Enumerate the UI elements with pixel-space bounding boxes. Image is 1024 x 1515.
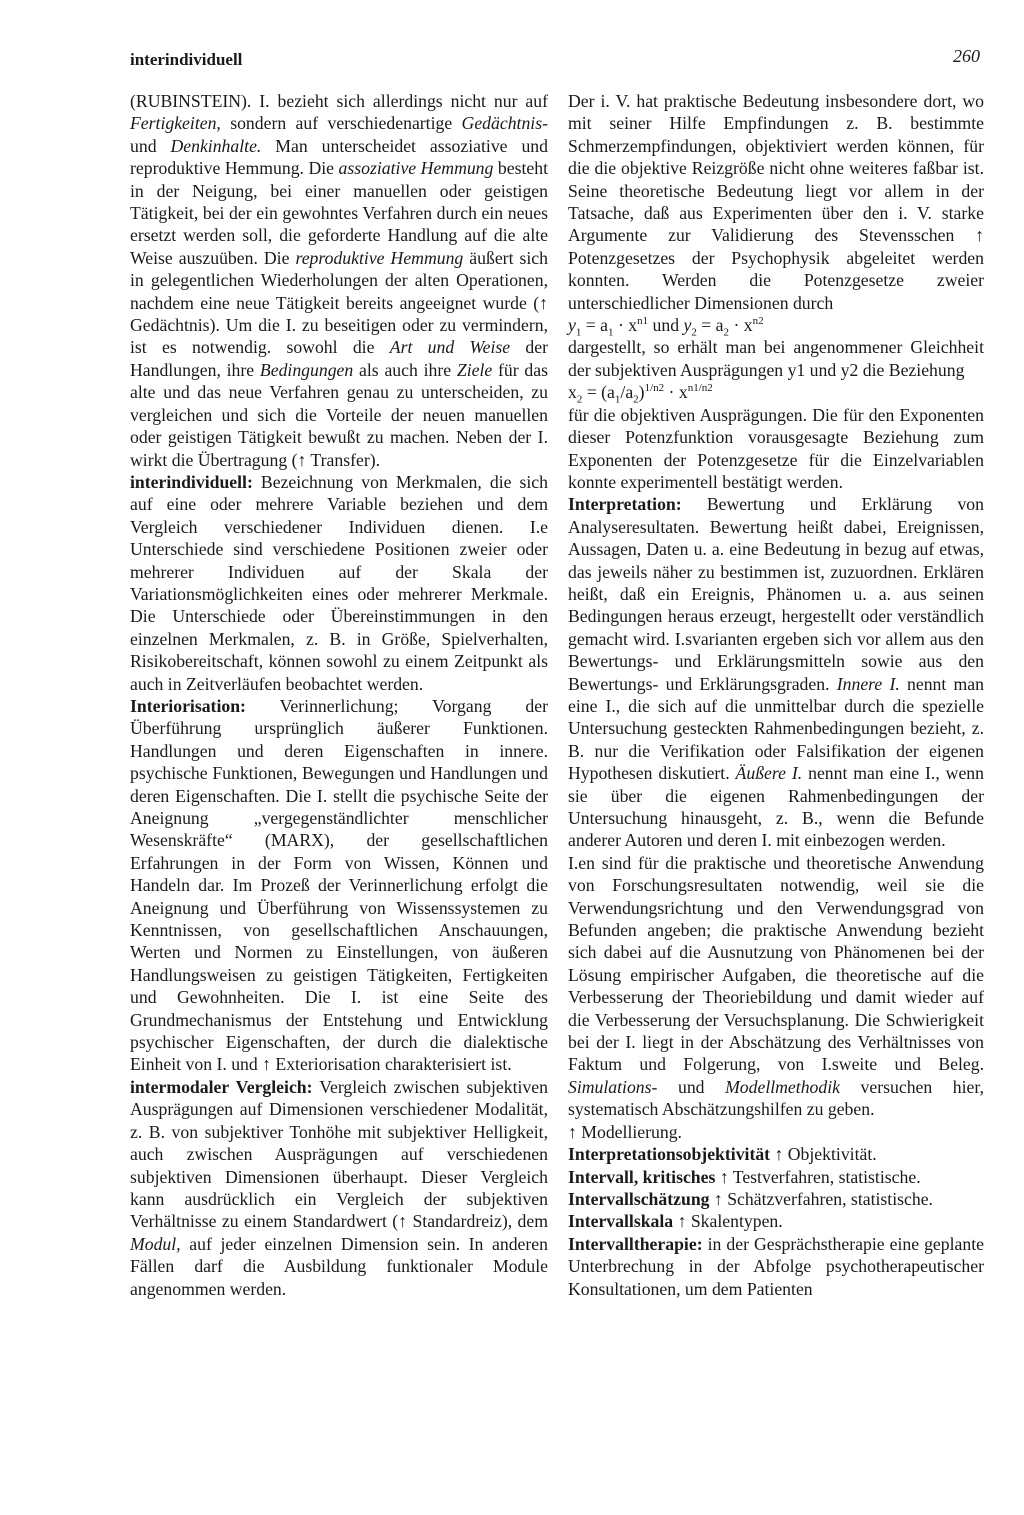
entry-text: Bezeichnung von Merkmalen, die sich auf eine oder mehrere Variable beziehen und dem Vergleich verschiedener Individuen dienen. I.e Unterschiede sind verschiedene Positionen zweier oder mehrerer Individuen auf der Skala der Variationsmöglichkeiten eines oder mehrerer Merkmale. Die Unterschiede oder Übereinstimmungen in den einzelnen Merkmalen, z. B. in Größe, Spielverhalten, Risikobereitschaft, können sowohl zu einem Zeitpunkt als auch in Zeitverläufen beobachtet werden.: [130, 471, 548, 694]
lemma-interiorisation: Interiorisation:: [130, 695, 246, 716]
emphasis: Modellmethodik: [725, 1076, 840, 1097]
entry-interpretationsobjektivitaet: Interpretationsobjektivität ↑ Objektivität.: [568, 1144, 877, 1165]
emphasis: Fertigkeiten,: [130, 113, 221, 134]
text-run: nennt man eine I., wenn sie über die eigenen Rahmenbedingungen der Untersuchung hinausgeht, z. B., wenn die Befunde anderer Autoren und deren I. mit einbezogen werden.: [568, 763, 984, 851]
text-run: äußert sich in gelegentlichen Wiederholungen der alten Operationen, nachdem eine neue Tätigkeit bereits angeeignet wurde (↑ Gedächtnis). Um die I. zu beseitigen oder zu vermindern, ist es notwendig. sowohl die: [130, 247, 549, 358]
text-run: und: [657, 1076, 726, 1097]
entry-text: Verinnerlichung; Vorgang der Überführung ursprünglich äußerer Funktionen. Handlungen und deren Eigenschaften in innere. psychische Funktionen, Bewegungen und Handlungen und deren Eigenschaften. Die I. stellt die psychische Seite der Aneignung „vergegenständlichter menschlicher Wesenskräfte“ (MARX), der gesellschaftlichen Erfahrungen in der Form von Wissen, Können und Handeln dar. Im Prozeß der Verinnerlichung erfolgt die Aneignung und Überführung von Wissenssystemen zu Kenntnissen, von gesellschaftlichen Anschauungen, Werten und Normen zu Einstellungen, von äußeren Handlungsweisen zu geistigen Tätigkeiten, Fertigkeiten und Gewohnheiten. Die I. ist eine Seite des Grundmechanismus der Entstehung und Entwicklung psychischer Eigenschaften, der durch die dialektische Einheit von I. und ↑ Exteriorisation charakterisiert ist.: [130, 695, 548, 1075]
right-column: [568, 90, 984, 1300]
emphasis: Simulations-: [568, 1076, 658, 1097]
text-run: Bewertung und Erklärung von Analyseresultaten. Bewertung heißt dabei, Ereignissen, Aussagen, Daten u. a. eine Bedeutung in bezug auf etwas, das jeweils näher zu bestimmen ist, zuzuordnen. Erklären heißt, daß ein Ereignis, Phänomen u. a. aus seinen Bedingungen heraus erzeugt, hergestellt oder verständlich gemacht wird. I.svarianten ergeben sich vor allem aus den Bewertungs- und Erklärungsmitteln sowie aus den Bewertungs- und Erklärungsgraden.: [568, 494, 984, 694]
entry-interpretation: [568, 493, 984, 852]
text-run: I.en sind für die praktische und theoretische Anwendung von Forschungsresultaten notwendig, weil sie die Verwendungsrichtung und den Verwendungsgrad von Befunden angeben; die praktische Anwendung bezieht sich dabei auf die Ausnutzung von Phänomenen bei der Lösung empirischer Aufgaben, die theoretische auf die Verbesserung der Theoriebildung und damit wieder auf die Verbesserung der Versuchsplanung. Die Schwierigkeit bei der I. liegt in der Abschätzung des Verhältnisses von Faktum und Folgerung, von I.sweite und Beleg.: [568, 852, 984, 1075]
entry-interindividuell: [130, 471, 548, 695]
paragraph-objektive-auspraegungen: für die objektiven Ausprägungen. Die für den Exponenten dieser Potenzfunktion vorausgesagte Beziehung zum Exponenten der Potenzgesetze für die Einzelvariablen konnte experimentell bestätigt werden.: [568, 404, 984, 492]
text-run: sondern auf verschiedenartige: [220, 113, 462, 134]
emphasis: Gedächtnis-: [461, 113, 548, 134]
text-run: der Handlungen, ihre: [130, 337, 548, 380]
text-run: versuchen hier, systematisch Abschätzungshilfen zu geben.: [568, 1076, 984, 1120]
entry-text: in der Gesprächstherapie eine geplante Unterbrechung in der Abfolge psychotherapeutischer Konsultationen, um dem Patienten: [568, 1233, 984, 1299]
emphasis: Äußere I.: [735, 763, 803, 784]
text-run: nennt man eine I., die sich auf die unmittelbar durch die spezielle Untersuchung gesteckten Rahmenbedingungen bezieht, z. B. nur die Verifikation oder Falsifikation der eigenen Hypothesen diskutiert.: [568, 673, 984, 784]
running-head: interindividuell: [130, 50, 243, 69]
paragraph-dargestellt: dargestellt, so erhält man bei angenommener Gleichheit der subjektiven Ausprägungen y1 und y2 die Beziehung: [568, 337, 984, 380]
lemma: Interpretation:: [568, 494, 682, 515]
entry-intermodaler-vergleich: [130, 1076, 548, 1300]
entry-interiorisation: [130, 695, 548, 1076]
page-number: 260: [953, 46, 980, 66]
paragraph-iv-bedeutung: Der i. V. hat praktische Bedeutung insbesondere dort, wo mit seiner Hilfe Empfindungen z. B. bestimmte Schmerzempfindungen, objektiviert werden können, für die die objektive Reizgröße nicht ohne weiteres faßbar ist. Seine theoretische Bedeutung liegt vor allem in der Tatsache, daß aus Experimenten über den i. V. starke Argumente zur Validierung des Stevensschen ↑ Potenzgesetzes der Psychophysik abgeleitet werden konnten. Werden die Potenzgesetze zweier unterschiedlicher Dimensionen durch: [568, 91, 984, 313]
emphasis: reproduktive Hemmung: [295, 247, 464, 268]
formula-potenzgesetze: $y_1 = a_1 \cdot x^{n1}$ und $y_2 = a_2 \cdot x^{n2}$: [568, 315, 764, 339]
text-run: auf jeder einzelnen Dimension sein. In anderen Fällen darf die Ausbildung funktionaler Module angenommen werden.: [130, 1233, 548, 1299]
lemma-intervalltherapie: Intervalltherapie:: [568, 1233, 703, 1254]
text-run: (RUBINSTEIN). I. bezieht sich allerdings nicht nur auf: [130, 91, 548, 111]
paragraph-hemmung: [130, 90, 548, 471]
emphasis: Art und Weise: [389, 337, 511, 358]
text-run: Man unterscheidet assoziative und reproduktive Hemmung. Die: [130, 135, 548, 179]
emphasis: Ziele: [456, 359, 493, 380]
emphasis: Innere I.: [836, 673, 900, 694]
emphasis: assoziative Hemmung: [338, 158, 494, 179]
paragraph-ien: [568, 852, 984, 1121]
text-run: für das alte und das neue Verfahren genau zu unterscheiden, zu vergleichen und sich die Vorteile der neuen manuellen oder geistigen Tätigkeit bewußt zu machen. Neben der I. wirkt die Übertragung (↑ Transfer).: [130, 359, 548, 470]
formula-beziehung: $x_2 = (a_1/a_2)^{1/n2} \cdot x^{n1/n2}$: [568, 382, 713, 406]
lemma: intermodaler Vergleich:: [130, 1076, 313, 1097]
cross-reference-modellierung: ↑ Modellierung.: [568, 1121, 682, 1142]
entry-intervallschaetzung: Intervallschätzung ↑ Schätzverfahren, statistische.: [568, 1188, 933, 1209]
left-column: [130, 90, 548, 1300]
emphasis: Denkinhalte.: [170, 135, 262, 156]
entry-intervallskala: Intervallskala ↑ Skalentypen.: [568, 1211, 783, 1232]
text-run: besteht in der Neigung, bei einer manuellen oder geistigen Tätigkeit, bei der ein gewohntes Verfahren durch ein neues ersetzt werden soll, die geforderte Handlung auf die alte Weise auszuüben. Die: [130, 158, 548, 268]
text-run: Vergleich zwischen subjektiven Ausprägungen auf Dimensionen verschiedener Modalität, z. B. von subjektiver Tonhöhe mit subjektiver Helligkeit, auch zwischen Ausprägungen auf verschiedenen subjektiven Dimensionen überhaupt. Dieser Vergleich kann ausdrücklich ein Vergleich der subjektiven Verhältnisse zu einem Standardwert (↑ Standardreiz), dem: [130, 1076, 548, 1232]
text-run: als auch ihre: [353, 359, 457, 380]
lemma-interindividuell: interindividuell:: [130, 471, 253, 492]
entry-intervall-kritisches: Intervall, kritisches ↑ Testverfahren, statistische.: [568, 1166, 921, 1187]
emphasis: Bedingungen: [259, 359, 354, 380]
entry-intervalltherapie: [568, 1233, 984, 1300]
text-run: und: [130, 135, 171, 156]
emphasis: Modul,: [130, 1233, 181, 1254]
